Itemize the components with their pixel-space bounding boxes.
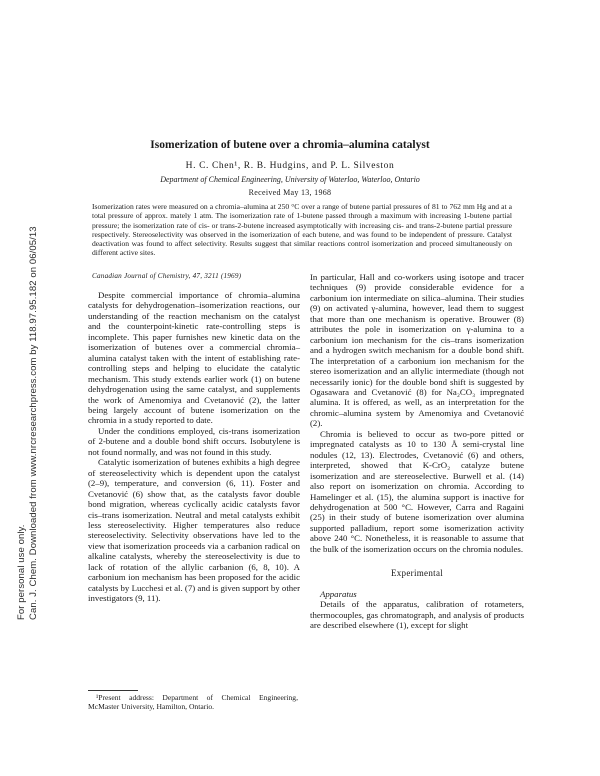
download-watermark	[12, 150, 42, 620]
footnote-divider	[88, 690, 138, 691]
download-notice: Can. J. Chem. Downloaded from www.nrcresearchpress.com by 118.97.95.182 on 06/05/13	[27, 226, 39, 620]
right-column	[310, 272, 524, 631]
body-paragraph: In particular, Hall and co-workers using isotope and tracer techniques (9) provide considerable evidence for a carbonium ion intermediate on silica–alumina. Their studies (9) on activated γ-alumina, however, lead them to suggest that more than one mechanism is operative. Brouwer (8) attributes the pole in isomerization on γ-alumina to a carbonium ion mechanism for the cis–trans isomerization and a hydrogen switch mechanism for a double bond shift. The interpretation of a carbonium ion mechanism for the stereo isomerization and an allylic intermediate (though not necessarily ionic) for the double bond shift is suggested by Ogasawara and Cvetanović (8) for Na₂CO₃ impregnated alumina. It is offered, as well, as an interpretation for the chromic–alumina system by Amenomiya and Cvetanović (2).	[310, 272, 524, 429]
subsection-heading: Apparatus	[320, 588, 357, 599]
paper-title: Isomerization of butene over a chromia–alumina catalyst	[150, 139, 430, 151]
author-list: H. C. Chen¹, R. B. Hudgins, and P. L. Silveston	[185, 161, 395, 171]
abstract: Isomerization rates were measured on a chromia–alumina at 250 °C over a range of butene partial pressures of 81 to 762 mm Hg and at a total pressure of approx. mately 1 atm. The isomerization rate of 1-butene passed through a maximum with increasing 1-butene partial pressure; the isomerization rate of cis- or trans-2-butene increased asymptotically with increasing cis- and trans-2-butene partial pressure respectively. Stereoselectivity was observed in the isomerization of each butene, and was found to be independent of pressure. Catalyst deactivation was found to affect selectivity. Results suggest that similar reactions control isomerization and proceed simultaneously on different active sites.	[92, 202, 512, 258]
section-heading: Experimental	[390, 568, 444, 579]
left-column	[88, 290, 300, 604]
body-paragraph: Under the conditions employed, cis-trans isomerization of 2-butene and a double bond shift occurs. Isobutylene is not found normally, and was not found in this study.	[88, 425, 300, 457]
footnote: ¹Present address: Department of Chemical Engineering, McMaster University, Hamilton, Ontario.	[88, 693, 298, 712]
body-paragraph: Details of the apparatus, calibration of rotameters, thermocouples, gas chromatograph, and analysis of products are described elsewhere (1), except for slight	[310, 599, 524, 631]
affiliation: Department of Chemical Engineering, University of Waterloo, Waterloo, Ontario	[160, 175, 420, 184]
journal-citation: Canadian Journal of Chemistry, 47, 3211 (1969)	[92, 272, 242, 280]
body-paragraph: Chromia is believed to occur as two-pore pitted or impregnated catalysts as 10 to 130 Å semi-crystal line nodules (12, 13). Electrodes, Cvetanović (6) and others, interpreted, showed that K-CrO₂ catalyze butene isomerization and are stereoselective. Burwell et al. (14) also report on isomerization on chromia. According to Hamelinger et al. (15), the alumina support is inactive for dehydrogenation at 500 °C. However, Carra and Ragaini (25) in their study of butene isomerization over alumina supported palladium, report some isomerization activity above 240 °C. Nonetheless, it is reasonable to assume that the bulk of the isomerization occurs on the chromia nodules.	[310, 428, 524, 554]
received-date: Received May 13, 1968	[248, 188, 332, 197]
body-paragraph: Despite commercial importance of chromia–alumina catalysts for dehydrogenation–isomerization reactions, our understanding of the reaction mechanism on the catalyst and the counterpoint-kinetic rate-controlling steps is incomplete. This paper furnishes new kinetic data on the isomerization of butenes over a commercial chromia–alumina catalyst taken with the intent of establishing rate-controlling steps and helping to elucidate the catalytic mechanism. This study extends earlier work (1) on butene dehydrogenation using the same catalyst, and supplements the work of Amenomiya and Cvetanović (2), the latter being largely account of butene isomerization on the chromia in a study reported to date.	[88, 290, 300, 426]
personal-use-notice: For personal use only.	[15, 524, 27, 620]
body-paragraph: Catalytic isomerization of butenes exhibits a high degree of stereoselectivity which is dependent upon the catalyst (2–9), temperature, and conversion (6, 11). Foster and Cvetanović (6) show that, as the catalysts favor double bond migration, whereas cyclically acidic catalysts favor cis–trans isomerization. Neutral and metal catalysts exhibit less stereoselectivity. Higher temperatures also reduce stereoselectivity. Selectivity observations have led to the view that isomerization proceeds via a carbanion radical on alkaline catalysts, whereby the stereoselectivity is due to lack of rotation of the allylic carbanion (6, 8, 10). A carbonium ion mechanism has been proposed for the acidic catalysts by Lucchesi et al. (7) and is given support by other investigators (9, 11).	[88, 457, 300, 604]
